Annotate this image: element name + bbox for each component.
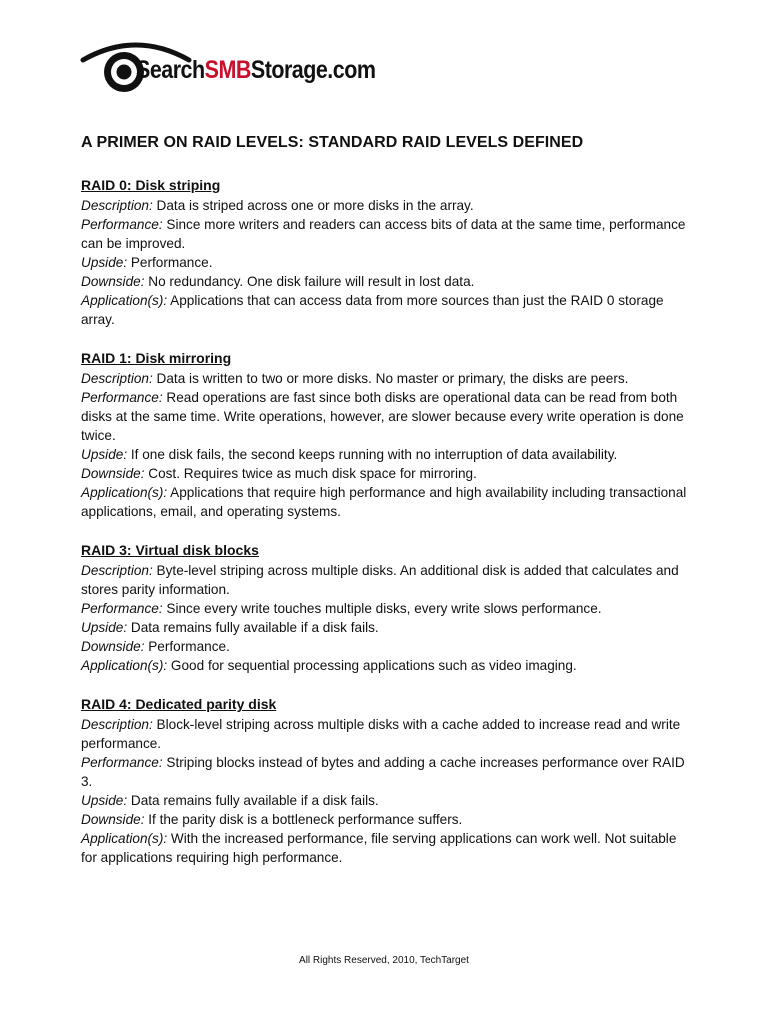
logo-part-search: Search bbox=[136, 56, 205, 84]
field-text: Cost. Requires twice as much disk space for mirroring. bbox=[144, 466, 477, 481]
logo-part-storage: Storage.com bbox=[250, 56, 376, 84]
section-heading: RAID 1: Disk mirroring bbox=[81, 350, 232, 366]
field-text: Applications that can access data from more sources than just the RAID 0 storage array. bbox=[81, 293, 664, 327]
page-title: A PRIMER ON RAID LEVELS: STANDARD RAID LEVELS DEFINED bbox=[81, 134, 584, 151]
field-text: Performance. bbox=[144, 639, 230, 654]
field-text: Striping blocks instead of bytes and adding a cache increases performance over RAID 3. bbox=[81, 755, 685, 789]
field-label: Downside: bbox=[81, 639, 145, 654]
field-upside bbox=[81, 791, 691, 810]
field-text: Block-level striping across multiple disks with a cache added to increase read and write performance. bbox=[81, 717, 681, 751]
field-text: Data remains fully available if a disk fails. bbox=[127, 793, 379, 808]
logo-part-smb: SMB bbox=[204, 56, 251, 84]
field-label: Application(s): bbox=[81, 485, 168, 500]
field-text: Since every write touches multiple disks, every write slows performance. bbox=[162, 601, 602, 616]
field-description bbox=[81, 715, 691, 753]
field-description bbox=[81, 196, 691, 215]
field-label: Description: bbox=[81, 717, 153, 732]
section-raid-3 bbox=[81, 540, 691, 675]
field-description bbox=[81, 561, 691, 599]
field-downside bbox=[81, 810, 691, 829]
field-label: Upside: bbox=[81, 255, 128, 270]
page-footer: All Rights Reserved, 2010, TechTarget bbox=[299, 955, 469, 966]
field-label: Description: bbox=[81, 563, 153, 578]
field-label: Description: bbox=[81, 198, 153, 213]
field-applications bbox=[81, 291, 691, 329]
field-text: Read operations are fast since both disks are operational data can be read from both disks at the same time. Write operations, however, are slower because every write operation is done twice. bbox=[81, 390, 684, 443]
field-text: Since more writers and readers can access bits of data at the same time, performance can be improved. bbox=[81, 217, 686, 251]
field-applications bbox=[81, 829, 691, 867]
field-downside bbox=[81, 464, 691, 483]
field-upside bbox=[81, 253, 691, 272]
section-heading: RAID 0: Disk striping bbox=[81, 177, 221, 193]
field-label: Description: bbox=[81, 371, 153, 386]
field-label: Downside: bbox=[81, 812, 145, 827]
field-description bbox=[81, 369, 691, 388]
field-label: Application(s): bbox=[81, 293, 168, 308]
field-text: With the increased performance, file serving applications can work well. Not suitable for applications requiring high performance. bbox=[81, 831, 677, 865]
field-text: Performance. bbox=[127, 255, 213, 270]
field-text: If the parity disk is a bottleneck performance suffers. bbox=[144, 812, 463, 827]
field-upside bbox=[81, 618, 691, 637]
field-label: Performance: bbox=[81, 217, 163, 232]
field-label: Application(s): bbox=[81, 658, 168, 673]
field-label: Performance: bbox=[81, 601, 163, 616]
field-text: Data is striped across one or more disks in the array. bbox=[152, 198, 474, 213]
field-applications bbox=[81, 656, 691, 675]
field-performance bbox=[81, 388, 691, 445]
field-label: Upside: bbox=[81, 793, 128, 808]
field-label: Application(s): bbox=[81, 831, 168, 846]
field-text: Applications that require high performance and high availability including transactional applications, email, and operating systems. bbox=[81, 485, 687, 519]
field-performance bbox=[81, 599, 691, 618]
field-label: Downside: bbox=[81, 466, 145, 481]
field-label: Upside: bbox=[81, 620, 128, 635]
section-raid-0 bbox=[81, 175, 691, 329]
field-downside bbox=[81, 637, 691, 656]
field-applications bbox=[81, 483, 691, 521]
field-text: Byte-level striping across multiple disks. An additional disk is added that calculates and stores parity information. bbox=[81, 563, 679, 597]
field-label: Performance: bbox=[81, 390, 163, 405]
field-performance bbox=[81, 753, 691, 791]
field-performance bbox=[81, 215, 691, 253]
section-heading: RAID 4: Dedicated parity disk bbox=[81, 696, 277, 712]
field-text: Data remains fully available if a disk fails. bbox=[127, 620, 379, 635]
field-text: No redundancy. One disk failure will result in lost data. bbox=[144, 274, 475, 289]
logo-wordmark bbox=[136, 56, 375, 85]
field-label: Downside: bbox=[81, 274, 145, 289]
field-text: Data is written to two or more disks. No master or primary, the disks are peers. bbox=[152, 371, 629, 386]
field-label: Upside: bbox=[81, 447, 128, 462]
section-raid-1 bbox=[81, 348, 691, 521]
field-upside bbox=[81, 445, 691, 464]
section-heading: RAID 3: Virtual disk blocks bbox=[81, 542, 259, 558]
field-downside bbox=[81, 272, 691, 291]
field-label: Performance: bbox=[81, 755, 163, 770]
field-text: If one disk fails, the second keeps running with no interruption of data availability. bbox=[127, 447, 618, 462]
field-text: Good for sequential processing applications such as video imaging. bbox=[167, 658, 577, 673]
document-body bbox=[81, 175, 691, 886]
site-logo[interactable] bbox=[80, 34, 410, 104]
section-raid-4 bbox=[81, 694, 691, 867]
